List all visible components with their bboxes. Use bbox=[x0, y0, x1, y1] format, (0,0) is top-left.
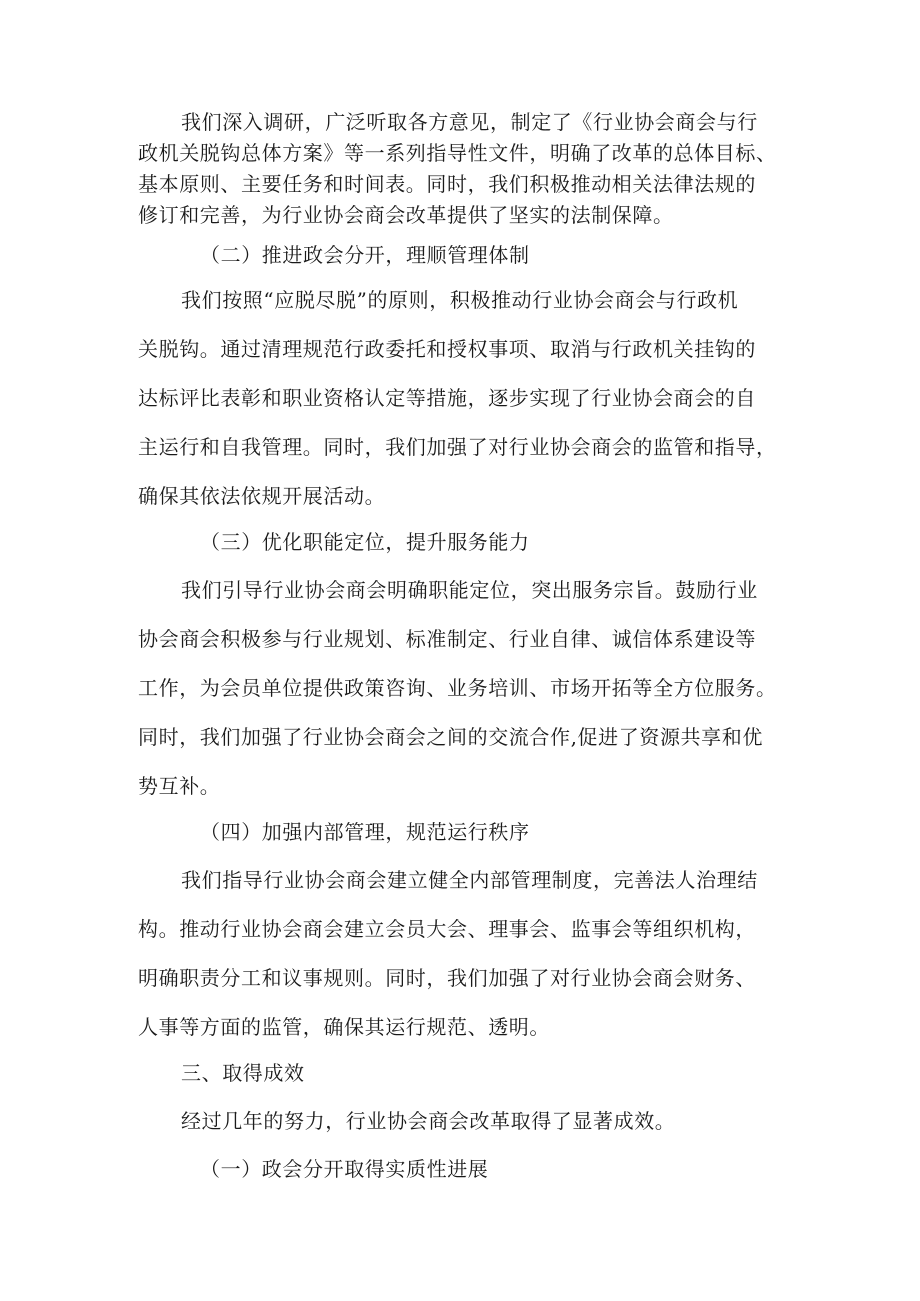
paragraph-1-line-1: 我们深入调研，广泛听取各方意见，制定了《行业协会商会与行 bbox=[181, 110, 758, 134]
paragraph-1-line-3: 基本原则、主要任务和时间表。同时，我们积极推动相关法律法规的 bbox=[138, 172, 756, 196]
paragraph-2-line-4: 主运行和自我管理。同时，我们加强了对行业协会商会的监管和指导， bbox=[138, 435, 777, 459]
heading-2: （二）推进政会分开，理顺管理体制 bbox=[200, 243, 530, 267]
paragraph-3-line-3: 工作，为会员单位提供政策咨询、业务培训、市场开拓等全方位服务。 bbox=[138, 676, 777, 700]
paragraph-4-line-3: 明确职责分工和议事规则。同时，我们加强了对行业协会商会财务、 bbox=[138, 966, 756, 990]
paragraph-2-line-1: 我们按照“应脱尽脱”的原则，积极推动行业协会商会与行政机 bbox=[181, 288, 739, 312]
paragraph-5-line-1: 经过几年的努力，行业协会商会改革取得了显著成效。 bbox=[181, 1109, 676, 1133]
paragraph-2-line-3: 达标评比表彰和职业资格认定等措施，逐步实现了行业协会商会的自 bbox=[138, 386, 756, 410]
paragraph-3-line-2: 协会商会积极参与行业规划、标准制定、行业自律、诚信体系建设等 bbox=[138, 627, 756, 651]
section-3-heading: 三、取得成效 bbox=[181, 1061, 305, 1085]
paragraph-3-line-5: 势互补。 bbox=[138, 774, 221, 798]
paragraph-1-line-2: 政机关脱钩总体方案》等一系列指导性文件，明确了改革的总体目标、 bbox=[138, 141, 777, 165]
paragraph-3-line-4: 同时，我们加强了行业协会商会之间的交流合作,促进了资源共享和优 bbox=[138, 725, 763, 749]
paragraph-2-line-5: 确保其依法依规开展活动。 bbox=[138, 484, 386, 508]
heading-4: （四）加强内部管理，规范运行秩序 bbox=[200, 820, 530, 844]
paragraph-2-line-2: 关脱钩。通过清理规范行政委托和授权事项、取消与行政机关挂钩的 bbox=[138, 337, 756, 361]
paragraph-4-line-4: 人事等方面的监管，确保其运行规范、透明。 bbox=[138, 1015, 550, 1039]
paragraph-4-line-2: 构。推动行业协会商会建立会员大会、理事会、监事会等组织机构， bbox=[138, 917, 756, 941]
paragraph-4-line-1: 我们指导行业协会商会建立健全内部管理制度，完善法人治理结 bbox=[181, 868, 758, 892]
heading-5: （一）政会分开取得实质性进展 bbox=[200, 1157, 489, 1181]
paragraph-1-line-4: 修订和完善，为行业协会商会改革提供了坚实的法制保障。 bbox=[138, 203, 674, 227]
heading-3: （三）优化职能定位，提升服务能力 bbox=[200, 530, 530, 554]
paragraph-3-line-1: 我们引导行业协会商会明确职能定位，突出服务宗旨。鼓励行业 bbox=[181, 578, 758, 602]
